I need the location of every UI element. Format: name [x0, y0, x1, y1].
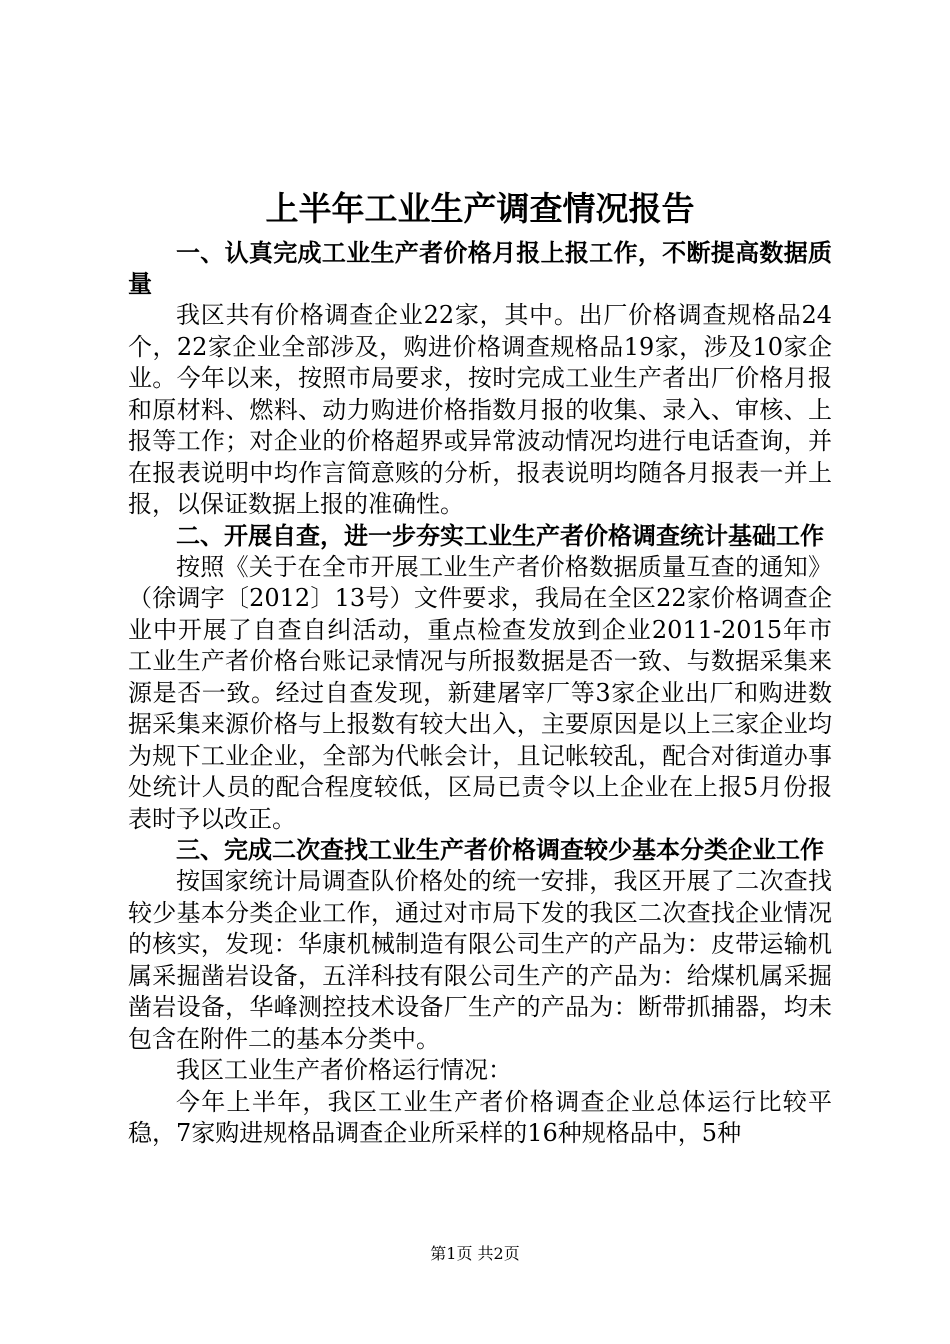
section-paragraph: 按照《关于在全市开展工业生产者价格数据质量互查的通知》（徐调字〔2012〕13号）文件要求，我局在全区22家价格调查企业中开展了自查自纠活动，重点检查发放到企业2011-2015年市工业生产者价格台账记录情况与所报数据是否一致、与数据采集来源是否一致。经过自查发现，新建屠宰厂等3家企业出厂和购进数据采集来源价格与上报数有较大出入，主要原因是以上三家企业均为规下工业企业，全部为代帐会计，且记帐较乱，配合对街道办事处统计人员的配合程度较低，区局已责令以上企业在上报5月份报表时予以改正。	[128, 552, 832, 833]
section-heading: 三、完成二次查找工业生产者价格调查较少基本分类企业工作	[176, 836, 824, 864]
section-heading: 二、开展自查，进一步夯实工业生产者价格调查统计基础工作	[176, 521, 824, 550]
section-paragraph: 我区工业生产者价格运行情况：	[176, 1056, 512, 1084]
section-3	[128, 835, 832, 1150]
document-title: 上半年工业生产调查情况报告	[265, 189, 695, 228]
section-paragraph: 今年上半年，我区工业生产者价格调查企业总体运行比较平稳，7家购进规格品调查企业所采样的16种规格品中，5种	[128, 1087, 832, 1147]
document-body	[128, 180, 832, 1150]
section-heading: 一、认真完成工业生产者价格月报上报工作，不断提高数据质量	[128, 239, 832, 298]
section-2	[128, 521, 832, 836]
section-paragraph: 按国家统计局调查队价格处的统一安排，我区开展了二次查找较少基本分类企业工作，通过对市局下发的我区二次查找企业情况的核实，发现：华康机械制造有限公司生产的产品为：皮带运输机属采掘凿岩设备，五洋科技有限公司生产的产品为：给煤机属采掘凿岩设备，华峰测控技术设备厂生产的产品为：断带抓捕器，均未包含在附件二的基本分类中。	[128, 867, 832, 1053]
section-paragraph: 我区共有价格调查企业22家，其中。出厂价格调查规格品24个，22家企业全部涉及，购进价格调查规格品19家，涉及10家企业。今年以来，按照市局要求，按时完成工业生产者出厂价格月报和原材料、燃料、动力购进价格指数月报的收集、录入、审核、上报等工作；对企业的价格超界或异常波动情况均进行电话查询，并在报表说明中均作言简意赅的分析，报表说明均随各月报表一并上报，以保证数据上报的准确性。	[128, 301, 832, 518]
page-number-footer: 第1页 共2页	[430, 1244, 520, 1263]
section-1	[128, 238, 832, 521]
